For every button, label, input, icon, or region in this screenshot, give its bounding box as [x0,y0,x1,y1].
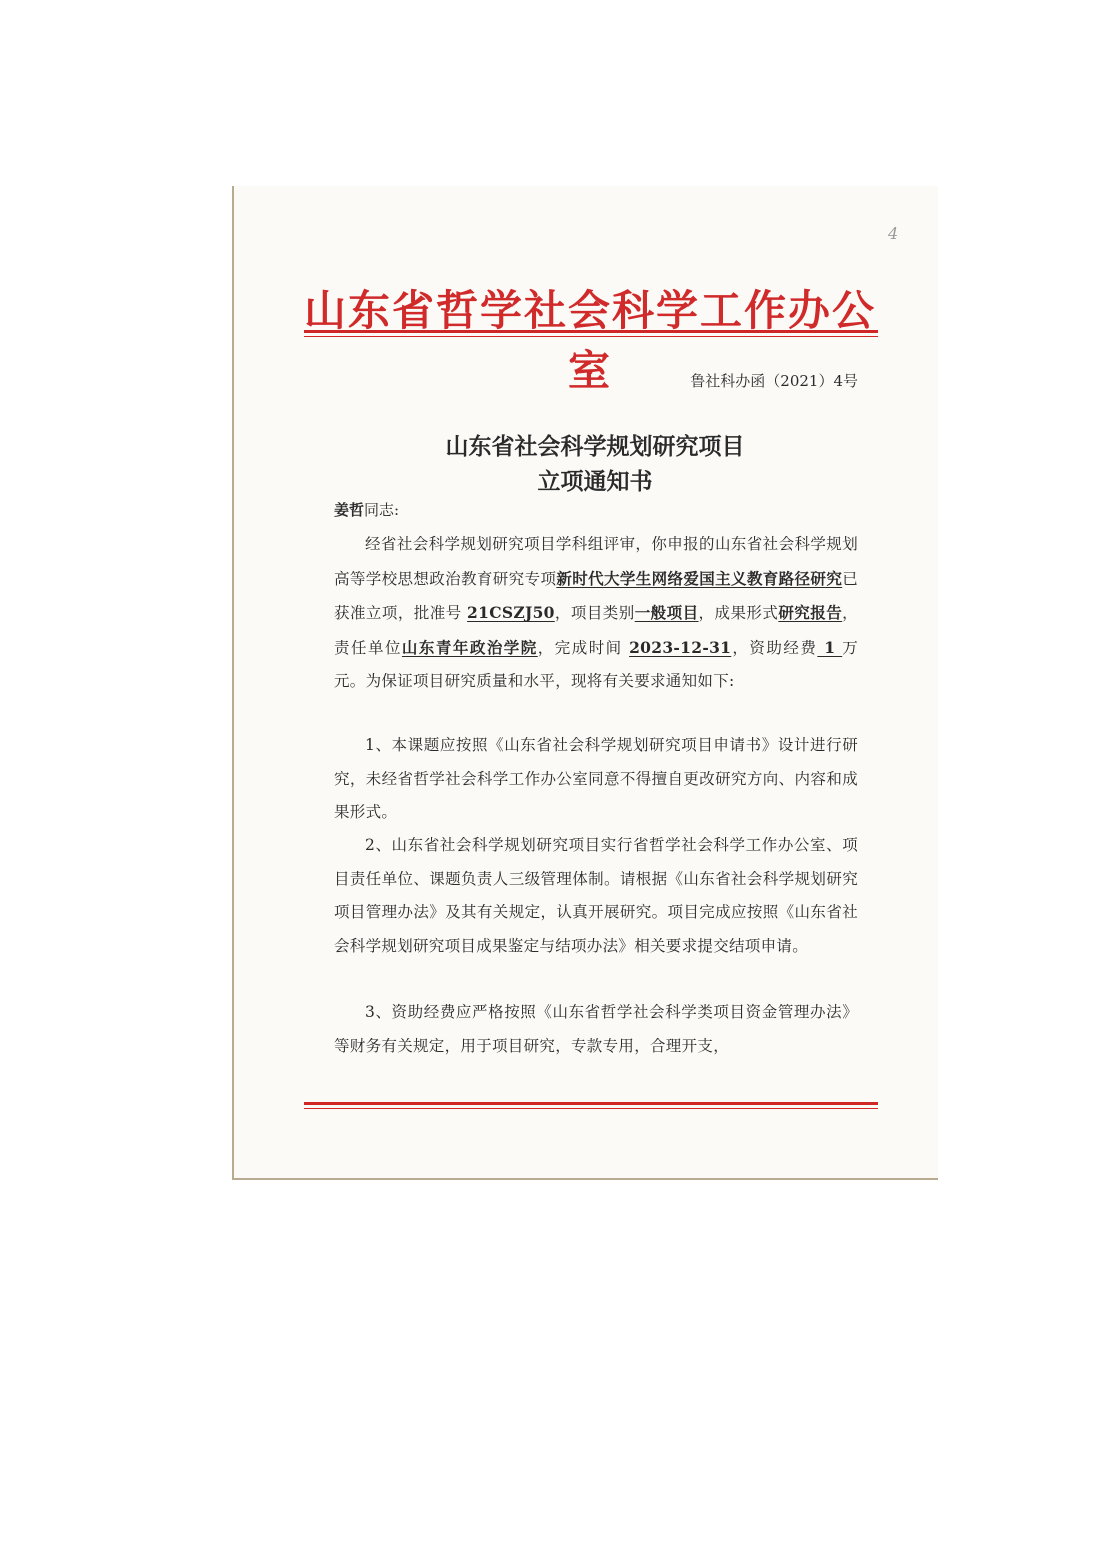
intro-text: ，资助经费 [731,638,818,657]
letterhead-title: 山东省哲学社会科学工作办公室 [303,286,876,395]
intro-text: 万元。为保证项目研究质量和水平，现将有关要求通知如下: [334,638,858,690]
page-corner-mark: 4 [888,224,899,243]
intro-text: 经省社会科学规划研究项目学科组评审，你申报的山东省社会科学规划高等学校思想政治教育研究专项 [334,535,858,588]
intro-text: ，完成时间 [537,638,623,657]
result-form: 研究报告 [778,603,843,622]
intro-text: ，成果形式 [698,604,779,622]
completion-date: 2023-12-31 [629,637,732,657]
funding-amount: 1 [817,637,843,657]
recipient-name: 姜哲 [334,501,365,519]
intro-paragraph [334,528,858,699]
intro-text: ，责任单位 [334,604,858,657]
responsible-unit: 山东青年政治学院 [401,637,538,657]
rule-3-paragraph [334,996,858,1063]
footer-red-rule [304,1102,878,1109]
intro-text: 已获准立项，批准号 [334,569,859,622]
document-number: 鲁社科办函（2021）4号 [690,372,858,390]
rule-1-paragraph [334,729,858,830]
rule-2: 2、山东省社会科学规划研究项目实行省哲学社会科学工作办公室、项目责任单位、课题负责人三级管理体制。请根据《山东省社会科学规划研究项目管理办法》及其有关规定，认真开展研究。项目完成应按照《山东省社会科学规划研究项目成果鉴定与结项办法》相关要求提交结项申请。 [334,836,858,955]
project-name: 新时代大学生网络爱国主义教育路径研究 [556,568,843,588]
rule-3: 3、资助经费应严格按照《山东省哲学社会科学类项目资金管理办法》等财务有关规定，用于项目研究，专款专用，合理开支， [334,1003,858,1055]
rule-1: 1、本课题应按照《山东省社会科学规划研究项目申请书》设计进行研究，未经省哲学社会科学工作办公室同意不得擅自更改研究方向、内容和成果形式。 [334,736,858,821]
letterhead-red-rule [304,330,878,337]
intro-text: ，项目类别 [554,604,635,622]
document-title-line2: 立项通知书 [537,468,653,495]
document-title-line1: 山东省社会科学规划研究项目 [445,433,745,460]
salutation [334,499,399,520]
project-category: 一般项目 [634,603,699,622]
rule-2-paragraph [334,829,858,963]
salutation-suffix: 同志: [364,501,400,519]
approval-number: 21CSZJ50 [467,603,555,622]
